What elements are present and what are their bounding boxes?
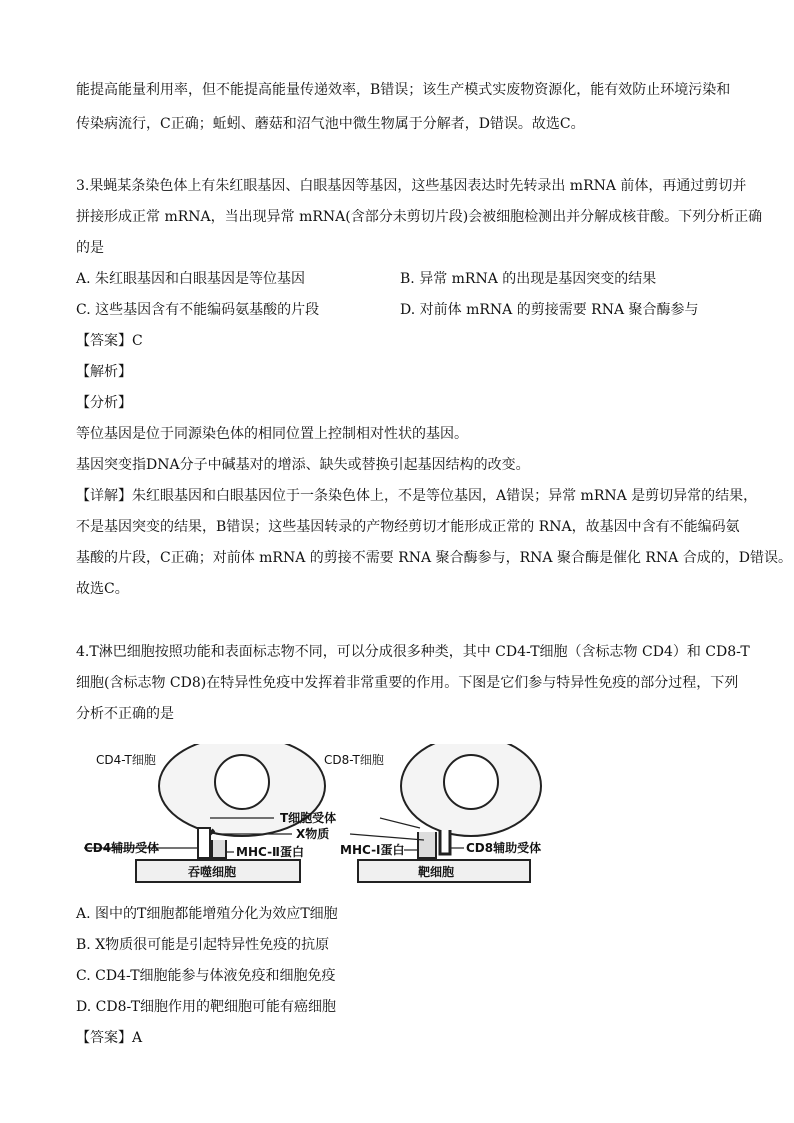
q4-option-a: A. 图中的T细胞都能增殖分化为效应T细胞	[76, 906, 338, 922]
target-cell-label: 靶细胞	[418, 865, 455, 879]
mhc1-label: MHC-Ⅰ蛋白	[340, 843, 405, 857]
q3-option-c: C. 这些基因含有不能编码氨基酸的片段	[76, 302, 320, 318]
q3-fenxi-heading: 【分析】	[76, 395, 132, 411]
q3-option-d: D. 对前体 mRNA 的剪接需要 RNA 聚合酶参与	[400, 302, 699, 318]
mhc2-label: MHC-Ⅱ蛋白	[236, 845, 304, 859]
q3-detail-line-3: 基酸的片段，C正确；对前体 mRNA 的剪接不需要 RNA 聚合酶参与，RNA 聚合酶是催化 RNA 合成的，D错误。	[76, 550, 792, 566]
q4-option-c: C. CD4-T细胞能参与体液免疫和细胞免疫	[76, 968, 336, 984]
q4-option-b: B. X物质很可能是引起特异性免疫的抗原	[76, 937, 330, 953]
cd4-t-cell-nucleus	[215, 755, 269, 809]
q4-stem-line-3: 分析不正确的是	[76, 706, 174, 722]
q3-stem-line-3: 的是	[76, 240, 104, 256]
q4-answer: 【答案】A	[76, 1030, 143, 1046]
left-mhc2-shape	[212, 840, 226, 858]
cd8-receptor-label: CD8辅助受体	[466, 841, 542, 855]
cd8-t-cell-label: CD8-T细胞	[324, 753, 384, 767]
q3-stem-line-2: 拼接形成正常 mRNA，当出现异常 mRNA(含部分未剪切片段)会被细胞检测出并分解成核苷酸。下列分析正确	[76, 209, 763, 225]
x-substance-label: X物质	[296, 827, 330, 841]
tcr-label: T细胞受体	[280, 811, 337, 825]
q3-stem-line-1: 3.果蝇某条染色体上有朱红眼基因、白眼基因等基因，这些基因表达时先转录出 mRNA 前体，再通过剪切并	[76, 178, 747, 194]
cd8-t-cell-nucleus	[444, 755, 498, 809]
q4-stem-line-2: 细胞(含标志物 CD8)在特异性免疫中发挥着非常重要的作用。下图是它们参与特异性免疫的部分过程，下列	[76, 675, 739, 691]
cd8-receptor-shape	[440, 830, 450, 854]
q3-detail-line-2: 不是基因突变的结果，B错误；这些基因转录的产物经剪切才能形成正常的 RNA，故基因中含有不能编码氨	[76, 519, 740, 535]
q3-detail-line-1: 【详解】朱红眼基因和白眼基因位于一条染色体上，不是等位基因，A错误；异常 mRNA 是剪切异常的结果，	[76, 488, 758, 504]
phagocyte-label: 吞噬细胞	[188, 865, 237, 879]
q3-analysis-line-1: 等位基因是位于同源染色体的相同位置上控制相对性状的基因。	[76, 426, 468, 442]
cd4-t-cell-label: CD4-T细胞	[96, 753, 156, 767]
intro-line-1: 能提高能量利用率，但不能提高能量传递效率，B错误；该生产模式实废物资源化，能有效防止环境污染和	[76, 82, 731, 98]
right-receptor-shape	[418, 832, 436, 858]
q3-analysis-line-2: 基因突变指DNA分子中碱基对的增添、缺失或替换引起基因结构的改变。	[76, 457, 530, 473]
q3-option-a: A. 朱红眼基因和白眼基因是等位基因	[76, 271, 306, 287]
q3-answer: 【答案】C	[76, 333, 143, 349]
q3-detail-line-4: 故选C。	[76, 581, 129, 597]
immune-diagram	[84, 744, 554, 890]
cd4-receptor-label: CD4辅助受体	[84, 841, 160, 855]
left-tcr-block	[198, 828, 210, 858]
q3-jiexi-heading: 【解析】	[76, 364, 132, 380]
q4-option-d: D. CD8-T细胞作用的靶细胞可能有癌细胞	[76, 999, 337, 1015]
intro-line-2: 传染病流行，C正确；蚯蚓、蘑菇和沼气池中微生物属于分解者，D错误。故选C。	[76, 116, 585, 132]
q3-option-b: B. 异常 mRNA 的出现是基因突变的结果	[400, 271, 657, 287]
q4-stem-line-1: 4.T淋巴细胞按照功能和表面标志物不同，可以分成很多种类，其中 CD4-T细胞（含标志物 CD4）和 CD8-T	[76, 644, 750, 660]
